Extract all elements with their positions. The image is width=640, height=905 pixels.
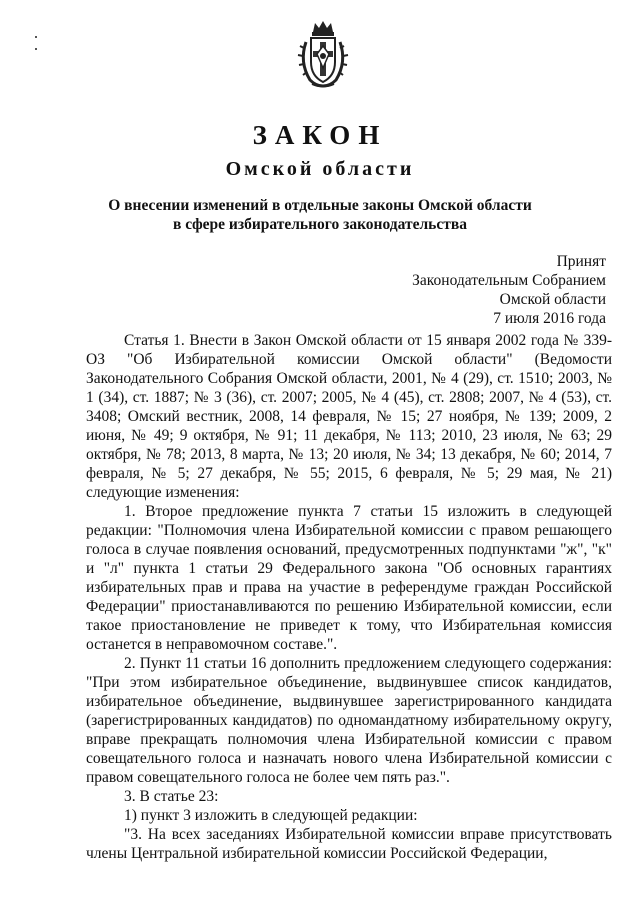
adoption-line: Законодательным Собранием (412, 272, 606, 289)
amendment-item-1: 1. Второе предложение пункта 7 статьи 15 изложить в следующей редакции: "Полномочия члена Избирательной комиссии с правом решающего голоса в случае появления оснований, предусмотренных подпунктами "ж", "к" и "л" пункта 1 статьи 29 Федерального закона "Об основных гарантиях избирательных прав и права на участие в референдуме граждан Российской Федерации" приостанавливаются по решению Избирательной комиссии, если такое приостановление не приведет к тому, что Избирательная комиссия останется в неправомочном составе.". (86, 503, 612, 653)
amendment-quote: "3. На всех заседаниях Избирательной комиссии вправе присутствовать члены Центральной избирательной комиссии Российской Федерации, (86, 826, 612, 862)
law-body (86, 331, 612, 863)
scan-speck (35, 36, 37, 38)
adoption-block (412, 252, 606, 328)
law-subtitle-line: в сфере избирательного законодательства (173, 216, 467, 233)
adoption-line: Принят (556, 253, 606, 270)
adoption-date: 7 июля 2016 года (493, 310, 606, 327)
adoption-line: Омской области (499, 291, 606, 308)
amendment-item-3: 3. В статье 23: (124, 788, 219, 805)
document-type-heading: ЗАКОН (252, 120, 388, 150)
omsk-coat-of-arms-icon (296, 18, 350, 90)
law-subtitle (0, 196, 640, 234)
amendment-subitem-1: 1) пункт 3 изложить в следующей редакции: (124, 807, 418, 824)
amendment-item-2: 2. Пункт 11 статьи 16 дополнить предложением следующего содержания: "При этом избирательное объединение, выдвинувшее список кандидатов, избирательное объединение, выдвинувшее зарегистрированного кандидата (зарегистрированных кандидатов) по одномандатному избирательному округу, вправе прекращать полномочия члена Избирательной комиссии с правом совещательного голоса и назначать нового члена Избирательной комиссии с правом совещательного голоса не более чем пять раз.". (86, 655, 612, 786)
scan-speck (35, 48, 37, 50)
region-heading: Омской области (225, 158, 415, 180)
law-subtitle-line: О внесении изменений в отдельные законы Омской области (108, 197, 532, 214)
article-1-intro: Статья 1. Внести в Закон Омской области от 15 января 2002 года № 339-ОЗ "Об Избирательной комиссии Омской области" (Ведомости Законодательного Собрания Омской области, 2001, № 4 (29), ст. 1510; 2003, № 1 (34), ст. 1887; № 3 (36), ст. 2007; 2005, № 4 (45), ст. 2808; 2007, № 4 (53), ст. 3408; Омский вестник, 2008, 14 февраля, № 15; 27 ноября, № 139; 2009, 2 июня, № 49; 9 октября, № 91; 11 декабря, № 113; 2010, 23 июля, № 63; 29 октября, № 78; 2013, 8 марта, № 13; 20 июля, № 34; 13 декабря, № 60; 2014, 7 февраля, № 5; 27 декабря, № 55; 2015, 6 февраля, № 5; 29 мая, № 21) следующие изменения: (86, 332, 612, 501)
